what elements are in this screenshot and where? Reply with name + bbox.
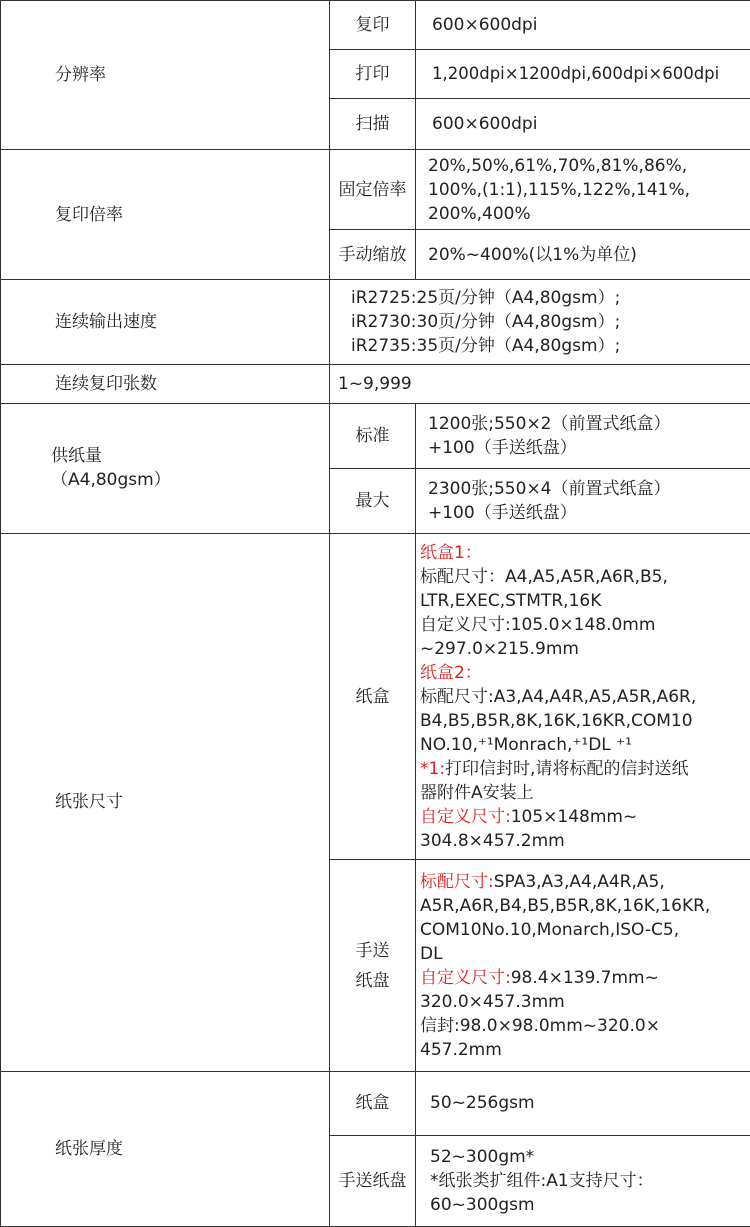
envelope-line: 457.2mm bbox=[420, 1039, 502, 1060]
envelope-line: 信封:98.0×98.0mm~320.0× bbox=[420, 1015, 660, 1036]
manual-tray-label bbox=[330, 860, 416, 1071]
cassette1-line: 标配尺寸：A4,A5,A5R,A6R,B5, bbox=[420, 566, 668, 587]
fixed-zoom-line: 200%,400% bbox=[428, 203, 531, 224]
manual-custom-line: 320.0×457.3mm bbox=[420, 991, 565, 1012]
scan-label: 扫描 bbox=[330, 99, 416, 150]
speed-values bbox=[330, 280, 750, 364]
thickness-manual-line: *纸张类扩组件:A1支持尺寸： bbox=[430, 1170, 654, 1191]
manual-std-text: SPA3,A3,A4,A4R,A5, bbox=[493, 871, 665, 892]
speed-line: iR2735:35页/分钟（A4,80gsm）; bbox=[351, 336, 621, 356]
zoom-label: 复印倍率 bbox=[1, 150, 330, 280]
table-row bbox=[1, 1071, 750, 1135]
cassette1-line: ~297.0×215.9mm bbox=[420, 638, 579, 659]
paper-size-label: 纸张尺寸 bbox=[1, 533, 330, 1071]
copy-resolution: 600×600dpi bbox=[416, 1, 750, 50]
custom-size-prefix: 自定义尺寸: bbox=[420, 806, 511, 827]
table-row bbox=[1, 150, 750, 230]
manual-std-line bbox=[420, 870, 750, 894]
continuous-copy-label: 连续复印张数 bbox=[1, 364, 330, 403]
manual-std-line: A5R,A6R,B4,B5,B5R,8K,16K,16KR, bbox=[420, 895, 711, 916]
table-row bbox=[1, 533, 750, 860]
cassette1-line: 自定义尺寸:105.0×148.0mm bbox=[420, 614, 656, 635]
table-row bbox=[1, 403, 750, 468]
note-prefix: *1: bbox=[420, 758, 446, 779]
max-supply-line: +100（手送纸盘） bbox=[428, 502, 577, 523]
manual-zoom-value: 20%~400%(以1%为单位) bbox=[416, 230, 750, 280]
fixed-zoom-line: 100%,(1:1),115%,122%,141%, bbox=[428, 179, 691, 200]
cassette1-line: LTR,EXEC,STMTR,16K bbox=[420, 590, 602, 611]
manual-std-line: DL bbox=[420, 943, 443, 964]
manual-std-prefix: 标配尺寸: bbox=[420, 871, 494, 892]
standard-supply bbox=[416, 403, 750, 468]
custom-size-line bbox=[420, 805, 750, 829]
table-row bbox=[1, 364, 750, 403]
note-line: 器附件A安装上 bbox=[420, 782, 534, 803]
cassette-label: 纸盒 bbox=[330, 533, 416, 860]
manual-custom-line bbox=[420, 966, 750, 990]
max-supply-line: 2300张;550×4（前置式纸盒） bbox=[428, 478, 671, 499]
manual-custom-text: 98.4×139.7mm~ bbox=[510, 967, 659, 988]
standard-supply-line: +100（手送纸盘） bbox=[428, 437, 577, 458]
thickness-cassette-value: 50~256gsm bbox=[416, 1071, 750, 1135]
speed-line: iR2730:30页/分钟（A4,80gsm）; bbox=[351, 312, 621, 332]
continuous-copy-value: 1~9,999 bbox=[330, 364, 750, 403]
print-resolution: 1,200dpi×1200dpi,600dpi×600dpi bbox=[416, 50, 750, 99]
thickness-manual-line: 52~300gm* bbox=[430, 1146, 535, 1167]
thickness-manual-values bbox=[416, 1135, 750, 1226]
manual-custom-prefix: 自定义尺寸: bbox=[420, 967, 511, 988]
paper-supply-label bbox=[1, 403, 330, 533]
cassette1-title: 纸盒1： bbox=[420, 542, 482, 563]
manual-std-line: COM10No.10,Monarch,ISO-C5, bbox=[420, 919, 680, 940]
cassette2-line: NO.10,⁺¹Monrach,⁺¹DL ⁺¹ bbox=[420, 734, 632, 755]
note-line bbox=[420, 757, 750, 781]
custom-size-line: 304.8×457.2mm bbox=[420, 830, 565, 851]
paper-thickness-label: 纸张厚度 bbox=[1, 1071, 330, 1226]
paper-supply-label-line: （A4,80gsm） bbox=[51, 470, 171, 491]
fixed-zoom-values bbox=[416, 150, 750, 230]
fixed-zoom-label: 固定倍率 bbox=[330, 150, 416, 230]
table-row bbox=[1, 280, 750, 364]
manual-zoom-label: 手动缩放 bbox=[330, 230, 416, 280]
note-text: 打印信封时,请将标配的信封送纸 bbox=[445, 758, 689, 779]
thickness-manual-label: 手送纸盘 bbox=[330, 1135, 416, 1226]
fixed-zoom-line: 20%,50%,61%,70%,81%,86%, bbox=[428, 155, 688, 176]
thickness-manual-line: 60~300gsm bbox=[430, 1194, 535, 1215]
manual-tray-sizes bbox=[416, 860, 750, 1071]
cassette2-line: B4,B5,B5R,8K,16K,16KR,COM10 bbox=[420, 710, 693, 731]
custom-size-text: 105×148mm~ bbox=[510, 806, 638, 827]
standard-supply-line: 1200张;550×2（前置式纸盒） bbox=[428, 413, 671, 434]
cassette-sizes bbox=[416, 533, 750, 860]
cassette2-title: 纸盒2： bbox=[420, 662, 482, 683]
max-label: 最大 bbox=[330, 468, 416, 533]
manual-tray-label-line: 手送 bbox=[355, 940, 390, 961]
max-supply bbox=[416, 468, 750, 533]
thickness-cassette-label: 纸盒 bbox=[330, 1071, 416, 1135]
scan-resolution: 600×600dpi bbox=[416, 99, 750, 150]
manual-tray-label-line: 纸盘 bbox=[355, 970, 390, 991]
copy-label: 复印 bbox=[330, 1, 416, 50]
print-label: 打印 bbox=[330, 50, 416, 99]
table-row bbox=[1, 1, 750, 50]
cassette2-line: 标配尺寸:A3,A4,A4R,A5,A5R,A6R, bbox=[420, 686, 697, 707]
resolution-label: 分辨率 bbox=[1, 1, 330, 150]
speed-line: iR2725:25页/分钟（A4,80gsm）; bbox=[351, 288, 621, 308]
speed-label: 连续输出速度 bbox=[1, 280, 330, 364]
paper-supply-label-line: 供纸量 bbox=[51, 446, 102, 467]
standard-label: 标准 bbox=[330, 403, 416, 468]
